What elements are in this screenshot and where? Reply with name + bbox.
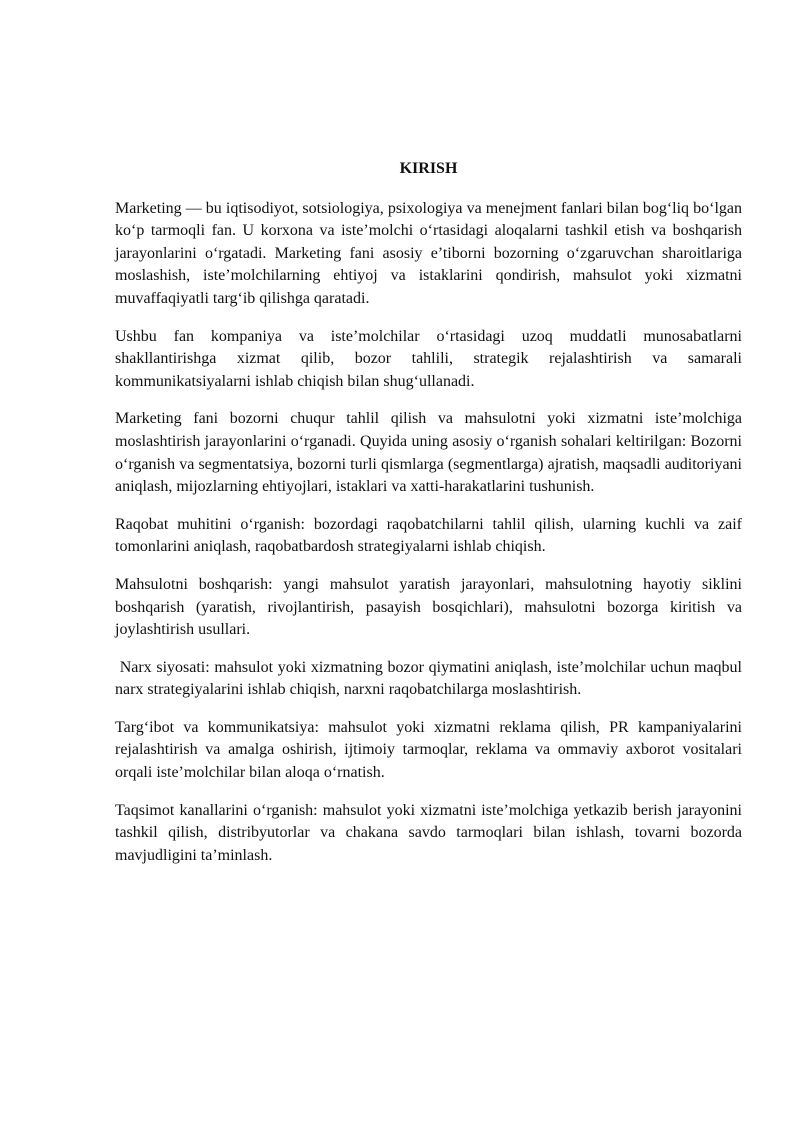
document-page — [115, 158, 746, 882]
paragraph-5: Mahsulotni boshqarish: yangi mahsulot yaratish jarayonlari, mahsulotning hayotiy siklini boshqarish (yaratish, rivojlantirish, pasayish bosqichlari), mahsulotni bozorga kiritish va joylashtirish usullari. — [115, 575, 742, 639]
paragraph-6: Narx siyosati: mahsulot yoki xizmatning bozor qiymatini aniqlash, iste’molchilar uchun maqbul narx strategiyalarini ishlab chiqish, narxni raqobatchilarga moslashtirish. — [115, 658, 746, 699]
paragraph-8: Taqsimot kanallarini o‘rganish: mahsulot yoki xizmatni iste’molchiga yetkazib berish jarayonini tashkil qilish, distribyutorlar va chakana savdo tarmoqlari bilan ishlash, tovarni bozorda mavjudligini ta’minlash. — [115, 801, 742, 864]
paragraph-1: Marketing — bu iqtisodiyot, sotsiologiya, psixologiya va menejment fanlari bilan bog‘liq bo‘lgan ko‘p tarmoqli fan. U korxona va iste’molchi o‘rtasidagi aloqalarni tashkil etish va boshqarish jarayonlarini o‘rgatadi. Marketing fani asosiy e’tiborni bozorning o‘zgaruvchan sharoitlariga moslashish, iste’molchilarning ehtiyoj va istaklarini qondirish, mahsulot yoki xizmatni muvaffaqiyatli targ‘ib qilishga qaratadi. — [115, 199, 742, 307]
paragraph-2: Ushbu fan kompaniya va iste’molchilar o‘rtasidagi uzoq muddatli munosabatlarni shakllantirishga xizmat qilib, bozor tahlili, strategik rejalashtirish va samarali kommunikatsiyalarni ishlab chiqish bilan shug‘ullanadi. — [115, 327, 742, 390]
paragraph-7: Targ‘ibot va kommunikatsiya: mahsulot yoki xizmatni reklama qilish, PR kampaniyalarini rejalashtirish va amalga oshirish, ijtimoiy tarmoqlar, reklama va ommaviy axborot vositalari orqali iste’molchilar bilan aloqa o‘rnatish. — [115, 718, 742, 782]
paragraph-4: Raqobat muhitini o‘rganish: bozordagi raqobatchilarni tahlil qilish, ularning kuchli va zaif tomonlarini aniqlash, raqobatbardosh strategiyalarni ishlab chiqish. — [115, 515, 742, 556]
page-title: KIRISH — [399, 160, 458, 177]
paragraph-3: Marketing fani bozorni chuqur tahlil qilish va mahsulotni yoki xizmatni iste’molchiga moslashtirish jarayonlarini o‘rganadi. Quyida uning asosiy o‘rganish sohalari keltirilgan: Bozorni o‘rganish va segmentatsiya, bozorni turli qismlarga (segmentlarga) ajratish, maqsadli auditoriyani aniqlash, mijozlarning ehtiyojlari, istaklari va xatti-harakatlarini tushunish. — [115, 410, 742, 496]
